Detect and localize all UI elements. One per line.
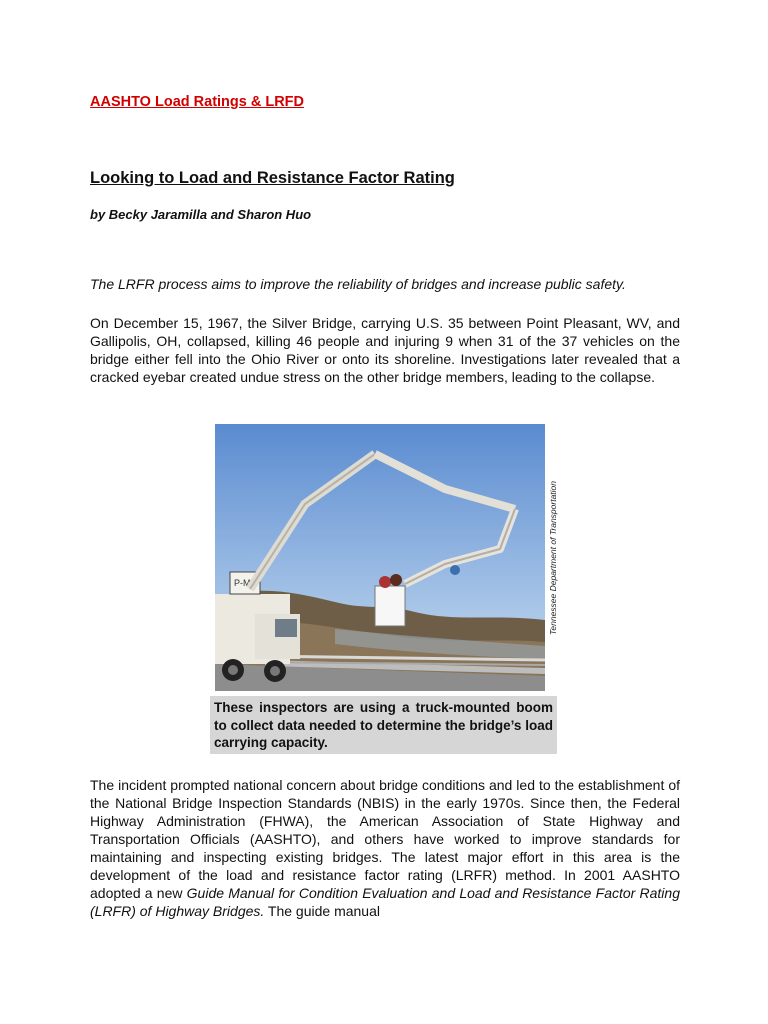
guide-manual-title: Guide Manual for Condition Evaluation and Load and Resistance Factor Rating (LRFR) of Highway Bridges. [90, 885, 680, 919]
paragraph-2-start: The incident prompted national concern about bridge conditions and led to the establishment of the National Bridge Inspection Standards (NBIS) in the early 1970s. Since then, the Federal Highway Administration (FHWA), the American Association of State Highway and Transportation Officials (AASHTO), and others have worked to improve standards for maintaining and inspecting existing bridges. The latest major effort in this area is the development of the load and resistance factor rating (LRFR) method. In 2001 AASHTO adopted a new [90, 777, 680, 901]
article-title: Looking to Load and Resistance Factor Rating [90, 169, 455, 187]
byline: by Becky Jaramilla and Sharon Huo [90, 207, 312, 222]
section-link[interactable]: AASHTO Load Ratings & LRFD [90, 94, 305, 110]
paragraph-2 [90, 776, 680, 920]
bridge-inspection-photo [215, 424, 545, 691]
paragraph-1: On December 15, 1967, the Silver Bridge, carrying U.S. 35 between Point Pleasant, WV, and Gallipolis, OH, collapsed, killing 46 people and injuring 9 when 31 of the 37 vehicles on the bridge either fell into the Ohio River or onto its shoreline. Investigations later revealed that a cracked eyebar created undue stress on the other bridge members, leading to the collapse. [90, 315, 680, 385]
truck-label: P-M [234, 578, 251, 588]
photo-credit: Tennessee Department of Transportation [548, 480, 558, 635]
paragraph-2-end: The guide manual [264, 903, 380, 919]
lede: The LRFR process aims to improve the reliability of bridges and increase public safety. [90, 276, 626, 292]
figure-caption: These inspectors are using a truck-mounted boom to collect data needed to determine the bridge’s load carrying capacity. [210, 696, 557, 754]
